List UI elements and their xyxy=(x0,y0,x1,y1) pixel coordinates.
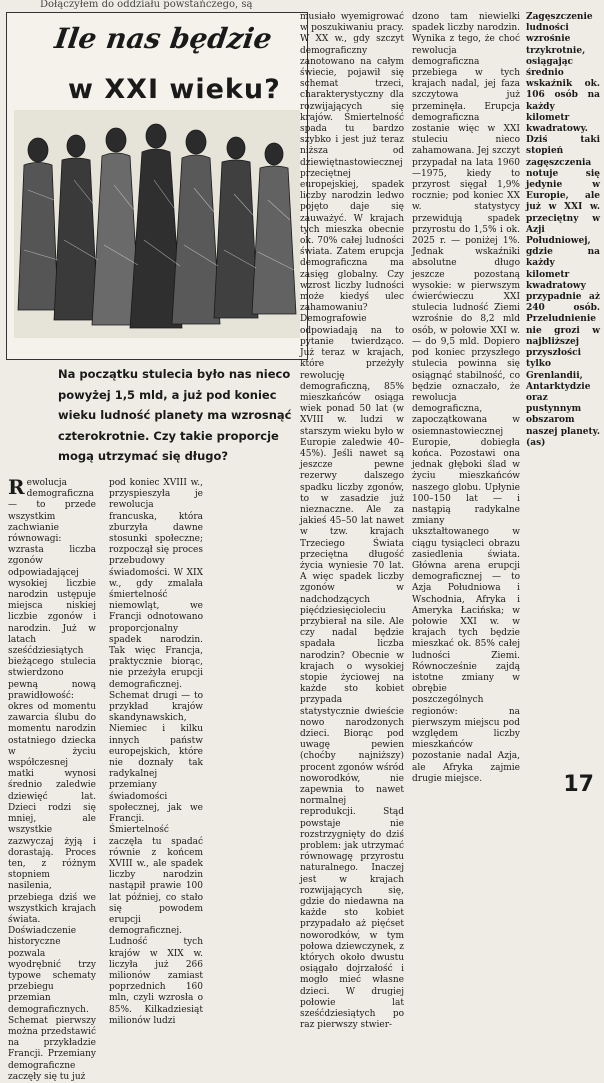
headline-line1: Ile nas będzie xyxy=(52,22,274,55)
period-costume-figures-illustration xyxy=(14,110,300,338)
article-column-5-summary: Zagęszczenie ludności wzrośnie trzykrotnie, osiągając średnio wskaźnik ok. 106 osób na każdy kilometr kwadratowy. Dziś taki stopień zagęszczenia notuje się jedynie w Europie, ale już w XXI w. przeciętny w Azji Południowej, gdzie na każdy kilometr kwadratowy przypadnie aż 240 osób. Przeludnienie nie grozi w najbliższej przyszłości tylko Grenlandii, Antarktydzie oraz pustynnym obszarom naszej planety. (as) xyxy=(526,12,600,448)
article-column-4: dzono tam niewielki spadek liczby narodzin. Wynika z tego, że choć rewolucja demograficzna przebiega w tych krajach nadal, jej faza szczytowa już przeminęła. Erupcja demograficzna zostanie więc w XXI stuleciu nieco zahamowana. Jej szczyt przypadał na lata 1960—1975, kiedy to przyrost sięgał 1,9% rocznie; pod koniec XX w. statystycy przewidują spadek przyrostu do 1,5% i ok. 2025 r. — poniżej 1%. Jednak wskaźniki absolutne długo jeszcze pozostaną wysokie: w pierwszym ćwierćwieczu XXI stulecia ludność Ziemi wzrośnie do 8,2 mld osób, w połowie XXI w. — do 9,5 mld. Dopiero pod koniec przyszłego stulecia powinna się osiągnąć stabilność, co będzie oznaczało, że rewolucja demograficzna, zapoczątkowana w osiemnastowiecznej Europie, dobiegła końca. Pozostawi ona jednak głęboki ślad w życiu mieszkańców naszego globu. Upłynie 100–150 lat — i nastąpią radykalne zmiany ukształtowanego w ciągu tysiącleci obrazu zasiedlenia świata. Główna arena erupcji demograficznej — to Azja Południowa i Wschodnia, Afryka i Ameryka Łacińska; w połowie XXI w. w krajach tych będzie mieszkać ok. 85% całej ludności Ziemi. Równocześnie zajdą istotne zmiany w obrębie poszczególnych regionów: na pierwszym miejscu pod względem liczby mieszkańców pozostanie nadal Azja, ale Afryka zajmie drugie miejsce. xyxy=(412,12,520,784)
page-number: 17 xyxy=(563,772,594,797)
article-column-3-top: musiało wyemigrować w poszukiwaniu pracy. W XX w., gdy szczyt demograficzny zanotowano na całym świecie, pojawił się schemat trzeci, charakterystyczny dla rozwijających się krajów. Śmiertelność spada tu bardzo szybko i jest już teraz niższa od dziewiętnastowiecznej przeciętnej europejskiej, spadek liczby narodzin ledwo pojęto daje się zauważyć. W krajach tych mieszka obecnie ok. 70% całej ludności świata. Zatem erupcja demograficzna ma zasięg globalny. Czy wzrost liczby ludności może kiedyś ulec zahamowaniu? Demografowie odpowiadają na to pytanie twierdząco. Już teraz w krajach, które przeżyły rewolucję demograficzną, 85% mieszkańców osiąga wiek ponad 50 lat (w XVIII w. ludzi w starszym wieku było w Europie zaledwie 40–45%). Jeśli nawet są jeszcze pewne rezerwy dalszego spadku liczby zgonów, to w zasadzie już nieznaczne. Ale za jakieś 45–50 lat nawet w tzw. krajach Trzeciego Świata przeciętna długość życia wyniesie 70 lat. A więc spadek liczby zgonów w nadchodzących pięćdziesięcioleciu przybierał na sile. Ale czy nadal będzie spadała liczba narodzin? Obecnie w krajach o wysokiej stopie życiowej na każde sto kobiet przypada statystycznie dwieście nowo narodzonych dzieci. Biorąc pod uwagę pewien (choćby najniższy) procent zgonów wśród noworodków, nie zapewnia to nawet normalnej reprodukcji. Stąd powstaje nie rozstrzygnięty do dziś problem: jak utrzymać równowagę przyrostu naturalnego. Inaczej jest w krajach rozwijających się, gdzie do niedawna na każde sto kobiet przypadało aż pięćset noworodków, w tym połowa dziewczynek, z których około dwustu osiągało dojrzałość i mogło mieć własne dzieci. W drugiej połowie lat sześćdziesiątych po raz pierwszy stwier- xyxy=(300,12,404,1031)
article-column-2: pod koniec XVIII w., przyspieszyła je rewolucja francuska, która zburzyła dawne stosunki społeczne; rozpoczął się proces przebudowy świadomości. W XIX w., gdy zmalała śmiertelność niemowląt, we Francji odnotowano proporcjonalny spadek narodzin. Tak więc Francja, praktycznie biorąc, nie przeżyła erupcji demograficznej. Schemat drugi — to przykład krajów skandynawskich, Niemiec i kilku innych państw europejskich, które nie doznały tak radykalnej przemiany świadomości społecznej, jak we Francji. Śmiertelność zaczęła tu spadać równie z końcem XVIII w., ale spadek liczby narodzin nastąpił prawie 100 lat później, co stało się powodem erupcji demograficznej. Ludność tych krajów w XIX w. liczyła już 266 milionów zamiast poprzednich 160 mln, czyli wzrosła o 85%. Kilkadziesiąt milionów ludzi xyxy=(109,478,203,1026)
illustration-caption: Na początku stulecia było nas nieco powyżej 1,5 mld, a już pod koniec wieku ludność planety ma wzrosnąć czterokrotnie. Czy takie proporcje mogą utrzymać się długo? xyxy=(58,367,292,463)
article-column-1: Rewolucja demograficzna — to przede wszystkim zachwianie równowagi: wzrasta liczba zgonów odpowiadającej wysokiej liczbie narodzin ustępuje miejsca niskiej liczbie zgonów i narodzin. Już w latach sześćdziesiątych bieżącego stulecia stwierdzono pewną nową prawidłowość: okres od momentu zawarcia ślubu do momentu narodzin ostatniego dziecka w życiu współczesnej matki wynosi średnio zaledwie dziewięć lat. Dzieci rodzi się mniej, ale wszystkie zazwyczaj żyją i dorastają. Proces ten, z różnym stopniem nasilenia, przebiega dziś we wszystkich krajach świata. Doświadczenie historyczne pozwala wyodrębnić trzy typowe schematy przebiegu przemian demograficznych. Schemat pierwszy można przedstawić na przykładzie Francji. Przemiany demograficzne zaczęły się tu już xyxy=(8,475,96,1082)
previous-article-tail: Dołączyłem do oddziału powstańczego, są xyxy=(40,0,253,10)
headline-line2: w XXI wieku? xyxy=(68,74,281,105)
